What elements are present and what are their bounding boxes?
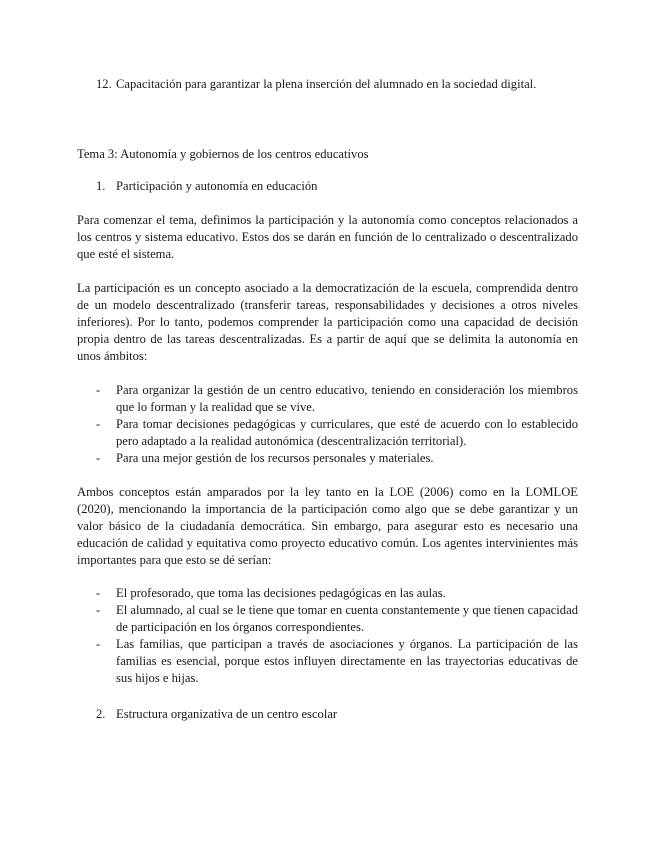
agents-list	[96, 585, 578, 687]
item-text: Capacitación para garantizar la plena inserción del alumnado en la sociedad digital.	[116, 77, 537, 91]
section-number: 1.	[96, 179, 106, 193]
paragraph-3: Ambos conceptos están amparados por la ley tanto en la LOE (2006) como en la LOMLOE (2020), mencionando la importancia de la participación como algo que se debe garantizar y un valor básico de la ciudadanía democrática. Sin embargo, para asegurar esto es necesario una educación de calidad y equitativa como proyecto educativo común. Los agentes intervinientes más importantes para que esto se dé serían:	[77, 485, 578, 567]
dash-bullet: -	[96, 603, 101, 617]
dash-bullet: -	[96, 451, 101, 465]
dash-bullet: -	[96, 383, 101, 397]
section-title: Estructura organizativa de un centro escolar	[116, 707, 338, 721]
dash-bullet: -	[96, 586, 101, 600]
section-number: 2.	[96, 707, 106, 721]
dash-bullet: -	[96, 417, 101, 431]
list-item: - Para tomar decisiones pedagógicas y curriculares, que esté de acuerdo con lo establecido pero adaptado a la realidad autonómica (descentralización territorial).	[96, 417, 578, 448]
section-heading-1	[96, 178, 578, 195]
section-title: Participación y autonomía en educación	[116, 179, 318, 193]
section-heading-2	[96, 706, 578, 723]
topic-title: Tema 3: Autonomía y gobiernos de los centros educativos	[77, 147, 369, 161]
scope-list	[96, 382, 578, 467]
list-item: - El alumnado, al cual se le tiene que tomar en cuenta constantemente y que tienen capacidad de participación en los órganos correspondientes.	[96, 603, 578, 634]
list-item: - Para organizar la gestión de un centro educativo, teniendo en consideración los miembros que lo forman y la realidad que se vive.	[96, 383, 578, 414]
item-number: 12.	[96, 77, 112, 91]
paragraph-2: La participación es un concepto asociado a la democratización de la escuela, comprendida dentro de un modelo descentralizado (transferir tareas, responsabilidades y decisiones a otros niveles inferiores). Por lo tanto, podemos comprender la participación como una capacidad de decisión propia dentro de las tareas descentralizadas. Es a partir de aquí que se delimita la autonomía en unos ámbitos:	[77, 281, 578, 363]
dash-bullet: -	[96, 637, 101, 651]
list-item: - El profesorado, que toma las decisiones pedagógicas en las aulas.	[96, 586, 446, 600]
paragraph-1: Para comenzar el tema, definimos la participación y la autonomía como conceptos relacionados a los centros y sistema educativo. Estos dos se darán en función de lo centralizado o descentralizado que esté el sistema.	[77, 213, 578, 261]
list-item-12	[96, 76, 578, 93]
list-item: - Las familias, que participan a través de asociaciones y órganos. La participación de las familias es esencial, porque estos influyen directamente en las trayectorias educativas de sus hijos e hijas.	[96, 637, 578, 685]
list-item: - Para una mejor gestión de los recursos personales y materiales.	[96, 451, 434, 465]
